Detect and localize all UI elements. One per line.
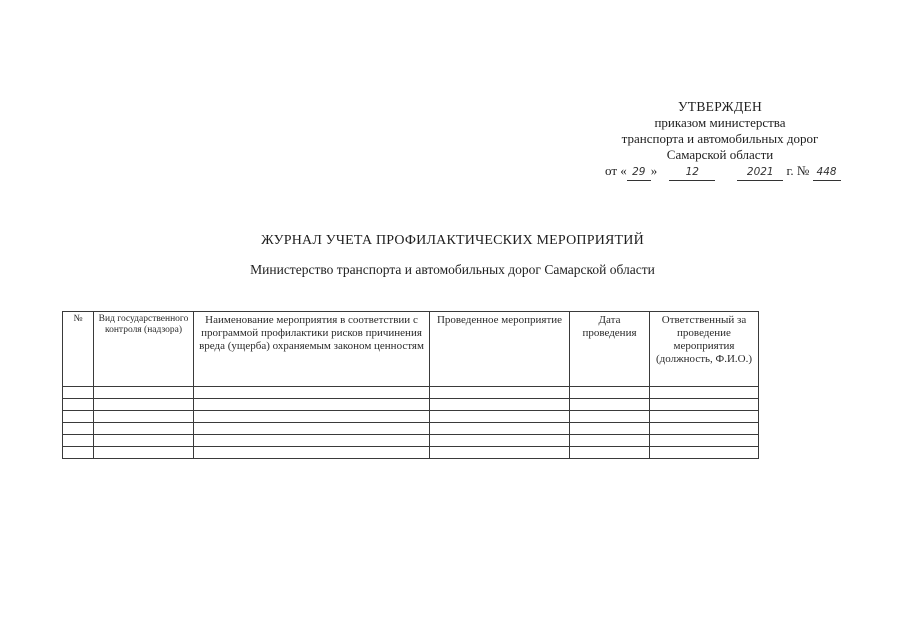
approval-block <box>580 99 860 181</box>
date-suffix: г. № <box>786 163 810 178</box>
table-cell <box>570 387 650 399</box>
table-cell <box>63 411 94 423</box>
table-cell <box>650 435 759 447</box>
table-cell <box>63 447 94 459</box>
date-prefix: от « <box>605 163 627 178</box>
approval-line-2: транспорта и автомобильных дорог <box>621 131 819 146</box>
date-year: 2021 <box>737 164 783 181</box>
table-cell <box>430 423 570 435</box>
table-cell <box>430 447 570 459</box>
table-cell <box>94 423 194 435</box>
table-cell <box>570 411 650 423</box>
table-cell <box>194 399 430 411</box>
table-cell <box>194 387 430 399</box>
date-month: 12 <box>669 164 715 181</box>
table-cell <box>194 435 430 447</box>
table-cell <box>63 423 94 435</box>
approval-line-1: приказом министерства <box>654 115 786 130</box>
table-cell <box>430 399 570 411</box>
table-cell <box>430 387 570 399</box>
document-title: ЖУРНАЛ УЧЕТА ПРОФИЛАКТИЧЕСКИХ МЕРОПРИЯТИЙ <box>261 233 644 248</box>
table-cell <box>194 447 430 459</box>
approval-title: УТВЕРЖДЕН <box>677 99 763 114</box>
table-cell <box>570 399 650 411</box>
header-number: № <box>63 312 94 387</box>
table-row <box>63 399 759 411</box>
table-cell <box>570 423 650 435</box>
date-day: 29 <box>627 164 651 181</box>
header-date: Дата проведения <box>570 312 650 387</box>
table-cell <box>570 435 650 447</box>
table-cell <box>63 387 94 399</box>
table-cell <box>430 435 570 447</box>
table-row <box>63 411 759 423</box>
table-cell <box>94 399 194 411</box>
header-event-name: Наименование мероприятия в соответствии с программой профилактики рисков причинения вреда (ущерба) охраняемым законом ценностям <box>194 312 430 387</box>
table-cell <box>570 447 650 459</box>
order-number: 448 <box>813 164 841 181</box>
table-cell <box>650 399 759 411</box>
document-subtitle: Министерство транспорта и автомобильных дорог Самарской области <box>250 262 655 277</box>
header-event-held: Проведенное мероприятие <box>430 312 570 387</box>
table-row <box>63 387 759 399</box>
table-cell <box>430 411 570 423</box>
approval-line-3: Самарской области <box>666 147 774 162</box>
table-cell <box>650 447 759 459</box>
table-row <box>63 447 759 459</box>
table-cell <box>94 387 194 399</box>
table-cell <box>194 423 430 435</box>
header-responsible: Ответственный за проведение мероприятия (должность, Ф.И.О.) <box>650 312 759 387</box>
approval-date-line <box>580 163 860 181</box>
journal-table <box>62 311 759 459</box>
table-cell <box>650 423 759 435</box>
table-cell <box>63 399 94 411</box>
table-cell <box>94 435 194 447</box>
table-cell <box>63 435 94 447</box>
table-row <box>63 423 759 435</box>
date-close: » <box>650 163 658 178</box>
table-cell <box>650 387 759 399</box>
table-cell <box>94 447 194 459</box>
table-cell <box>194 411 430 423</box>
table-row <box>63 435 759 447</box>
table-cell <box>650 411 759 423</box>
header-control-type: Вид государственного контроля (надзора) <box>94 312 194 387</box>
table-cell <box>94 411 194 423</box>
table-header-row <box>63 312 759 387</box>
